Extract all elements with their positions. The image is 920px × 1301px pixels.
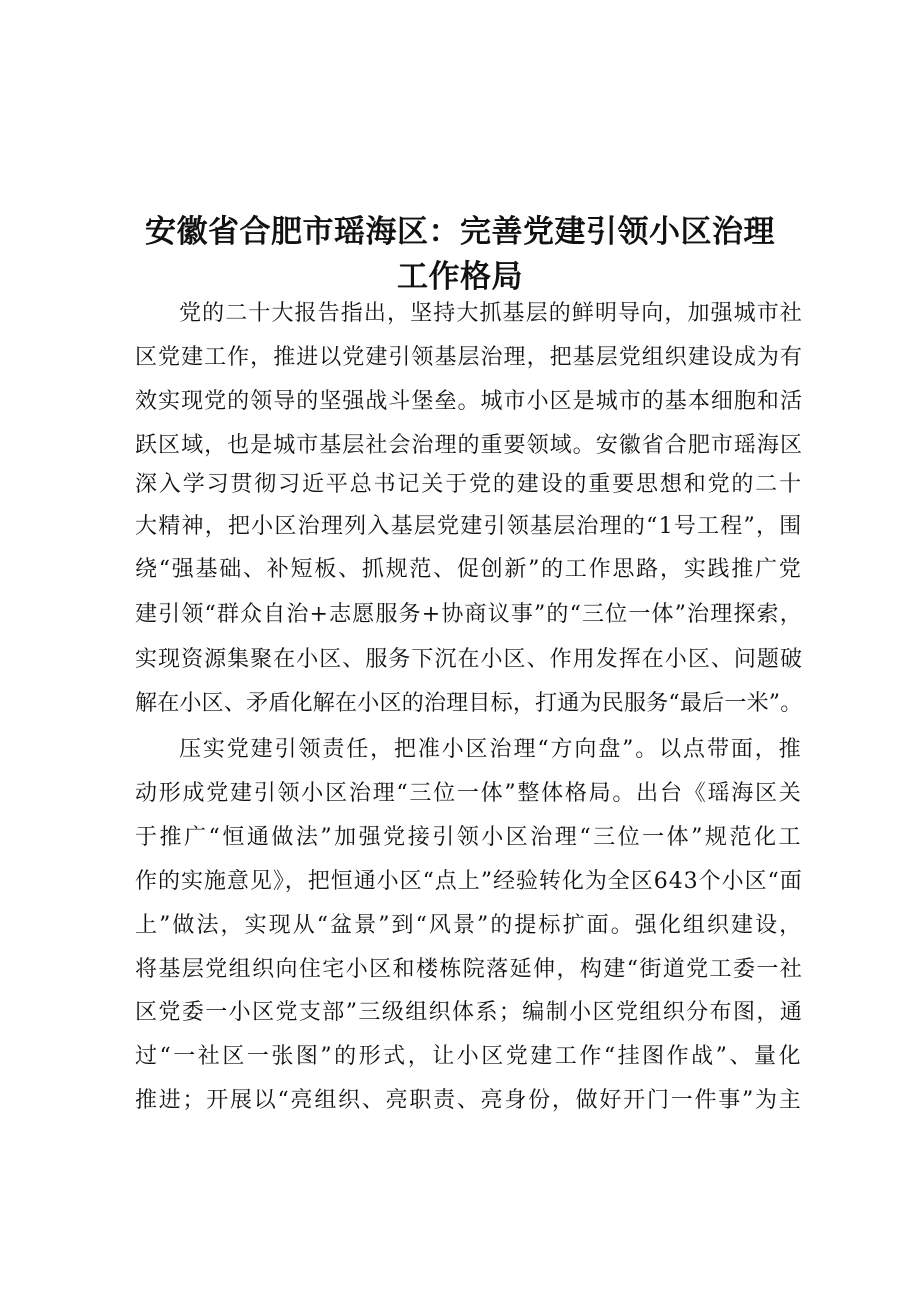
- paragraph-line: 建引领“群众自治+志愿服务+协商议事”的“三位一体”治理探索，: [135, 602, 803, 627]
- document-title-line-2: 工作格局: [397, 259, 523, 295]
- paragraph-line: 区党建工作，推进以党建引领基层治理，把基层党组织建设成为有: [135, 345, 804, 370]
- paragraph-line: 过“一社区一张图”的形式，让小区党建工作“挂图作战”、量化: [135, 1044, 803, 1069]
- paragraph-line: 上”做法，实现从“盆景”到“风景”的提标扩面。强化组织建设，: [135, 913, 804, 938]
- paragraph-line: 推进；开展以“亮组织、亮职责、亮身份，做好开门一件事”为主: [135, 1088, 803, 1113]
- paragraph-line: 将基层党组织向住宅小区和楼栋院落延伸，构建“街道党工委一社: [135, 957, 804, 982]
- paragraph-line: 压实党建引领责任，把准小区治理“方向盘”。以点带面，推: [179, 737, 803, 762]
- paragraph-line: 深入学习贯彻习近平总书记关于党的建设的重要思想和党的二十: [135, 472, 804, 497]
- paragraph-line: 党的二十大报告指出，坚持大抓基层的鲜明导向，加强城市社: [179, 301, 804, 326]
- paragraph-line: 解在小区、矛盾化解在小区的治理目标，打通为民服务“最后一米”。: [135, 691, 803, 716]
- paragraph-line: 作的实施意见》，把恒通小区“点上”经验转化为全区643个小区“面: [135, 869, 803, 894]
- paragraph-line: 区党委一小区党支部”三级组织体系；编制小区党组织分布图，通: [135, 1000, 804, 1025]
- paragraph-line: 跃区域，也是城市基层社会治理的重要领域。安徽省合肥市瑶海区: [135, 433, 804, 458]
- paragraph-line: 效实现党的领导的坚强战斗堡垒。城市小区是城市的基本细胞和活: [135, 389, 804, 414]
- paragraph-line: 大精神，把小区治理列入基层党建引领基层治理的“1号工程”，围: [135, 514, 803, 539]
- paragraph-line: 动形成党建引领小区治理“三位一体”整体格局。出台《瑶海区关: [135, 781, 803, 806]
- paragraph-line: 绕“强基础、补短板、抓规范、促创新”的工作思路，实践推广党: [135, 557, 803, 582]
- document-title-line-1: 安徽省合肥市瑶海区：完善党建引领小区治理: [145, 214, 775, 250]
- paragraph-line: 于推广“恒通做法”加强党接引领小区治理“三位一体”规范化工: [135, 825, 803, 850]
- paragraph-line: 实现资源集聚在小区、服务下沉在小区、作用发挥在小区、问题破: [135, 647, 804, 672]
